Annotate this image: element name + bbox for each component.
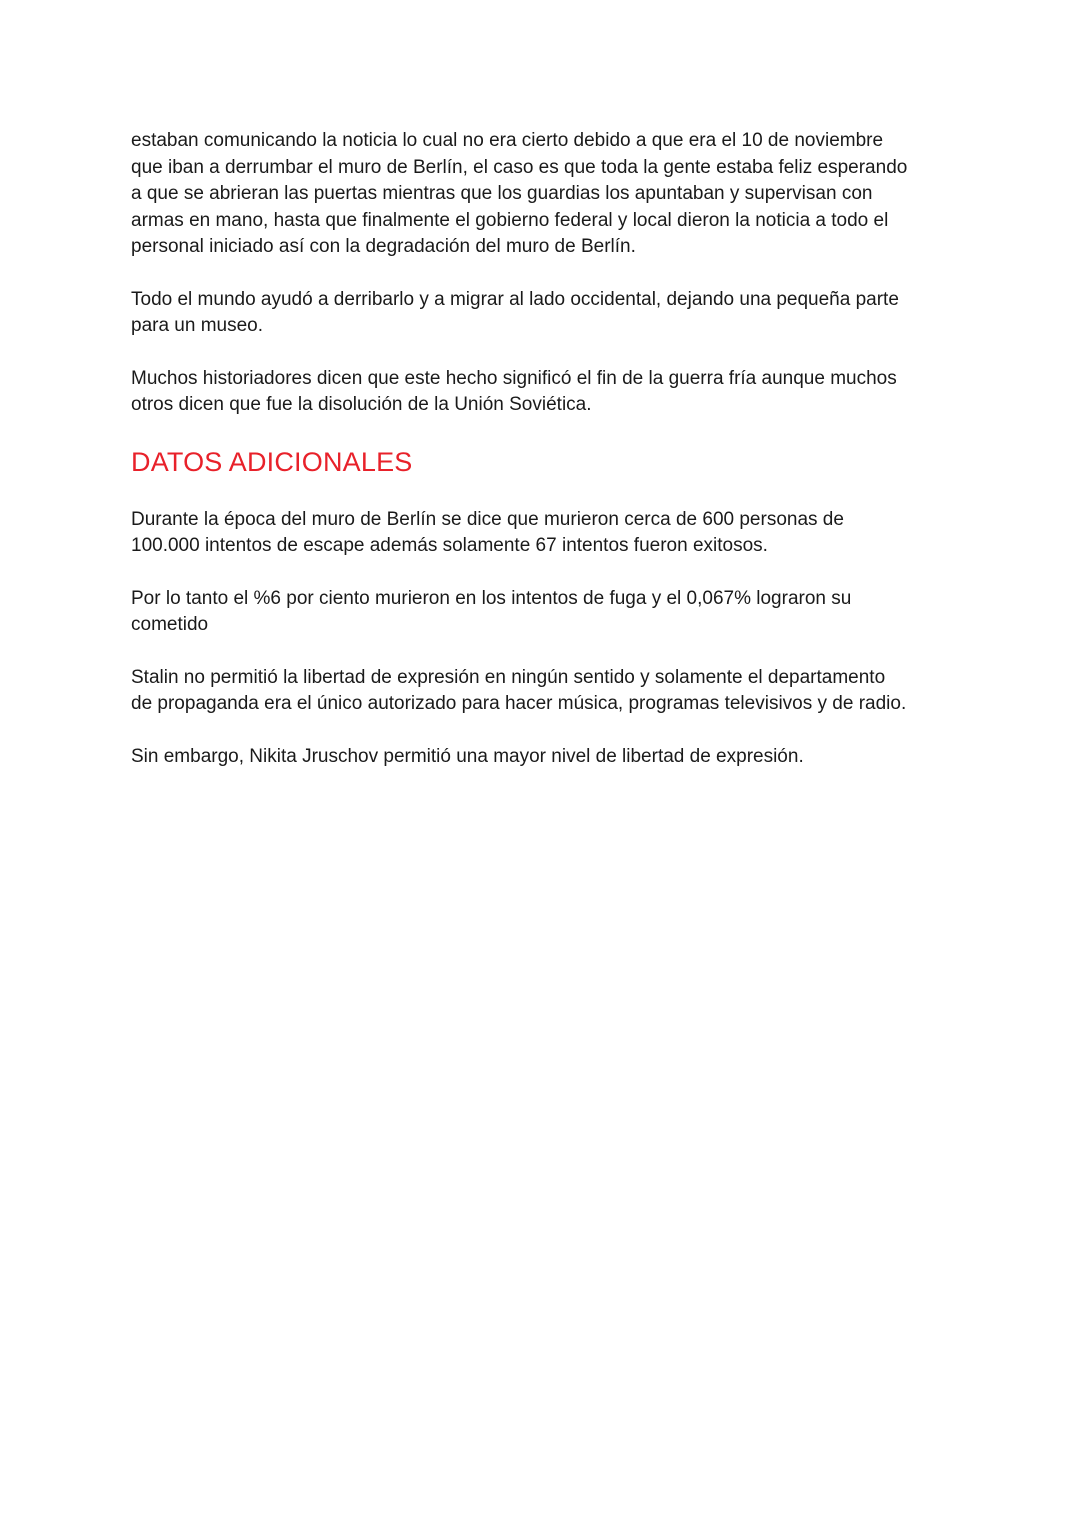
text-line: Muchos historiadores dicen que este hecho significó el fin de la guerra fría aunque muchos — [131, 367, 897, 389]
text-line: de propaganda era el único autorizado para hacer música, programas televisivos y de radio. — [131, 693, 907, 714]
text-line: armas en mano, hasta que finalmente el gobierno federal y local dieron la noticia a todo el — [131, 209, 889, 231]
text-line: Sin embargo, Nikita Jruschov permitió una mayor nivel de libertad de expresión. — [131, 745, 804, 767]
text-line: a que se abrieran las puertas mientras que los guardias los apuntaban y supervisan con — [131, 183, 873, 204]
section-heading: DATOS ADICIONALES — [131, 446, 413, 477]
text-line: estaban comunicando la noticia lo cual no era cierto debido a que era el 10 de noviembre — [131, 130, 884, 151]
document-page — [131, 128, 961, 796]
text-line: otros dicen que fue la disolución de la Unión Soviética. — [131, 394, 592, 415]
text-line: para un museo. — [131, 315, 264, 336]
text-line: cometido — [131, 614, 209, 635]
paragraph-demolition — [131, 287, 961, 340]
text-line: Por lo tanto el %6 por ciento murieron en los intentos de fuga y el 0,067% lograron su — [131, 587, 852, 609]
paragraph-berlin-wall-news — [131, 128, 961, 261]
paragraph-escape-attempts — [131, 507, 961, 560]
text-line: Durante la época del muro de Berlín se dice que murieron cerca de 600 personas de — [131, 508, 844, 530]
text-line: 100.000 intentos de escape además solamente 67 intentos fueron exitosos. — [131, 535, 768, 556]
text-line: Stalin no permitió la libertad de expresión en ningún sentido y solamente el departamento — [131, 666, 886, 688]
paragraph-stalin — [131, 665, 961, 718]
text-line: que iban a derrumbar el muro de Berlín, el caso es que toda la gente estaba feliz esperando — [131, 156, 908, 178]
text-line: personal iniciado así con la degradación del muro de Berlín. — [131, 236, 636, 257]
paragraph-jruschov — [131, 744, 961, 771]
paragraph-historians — [131, 366, 961, 419]
paragraph-percentages — [131, 586, 961, 639]
text-line: Todo el mundo ayudó a derribarlo y a migrar al lado occidental, dejando una pequeña parte — [131, 288, 899, 310]
